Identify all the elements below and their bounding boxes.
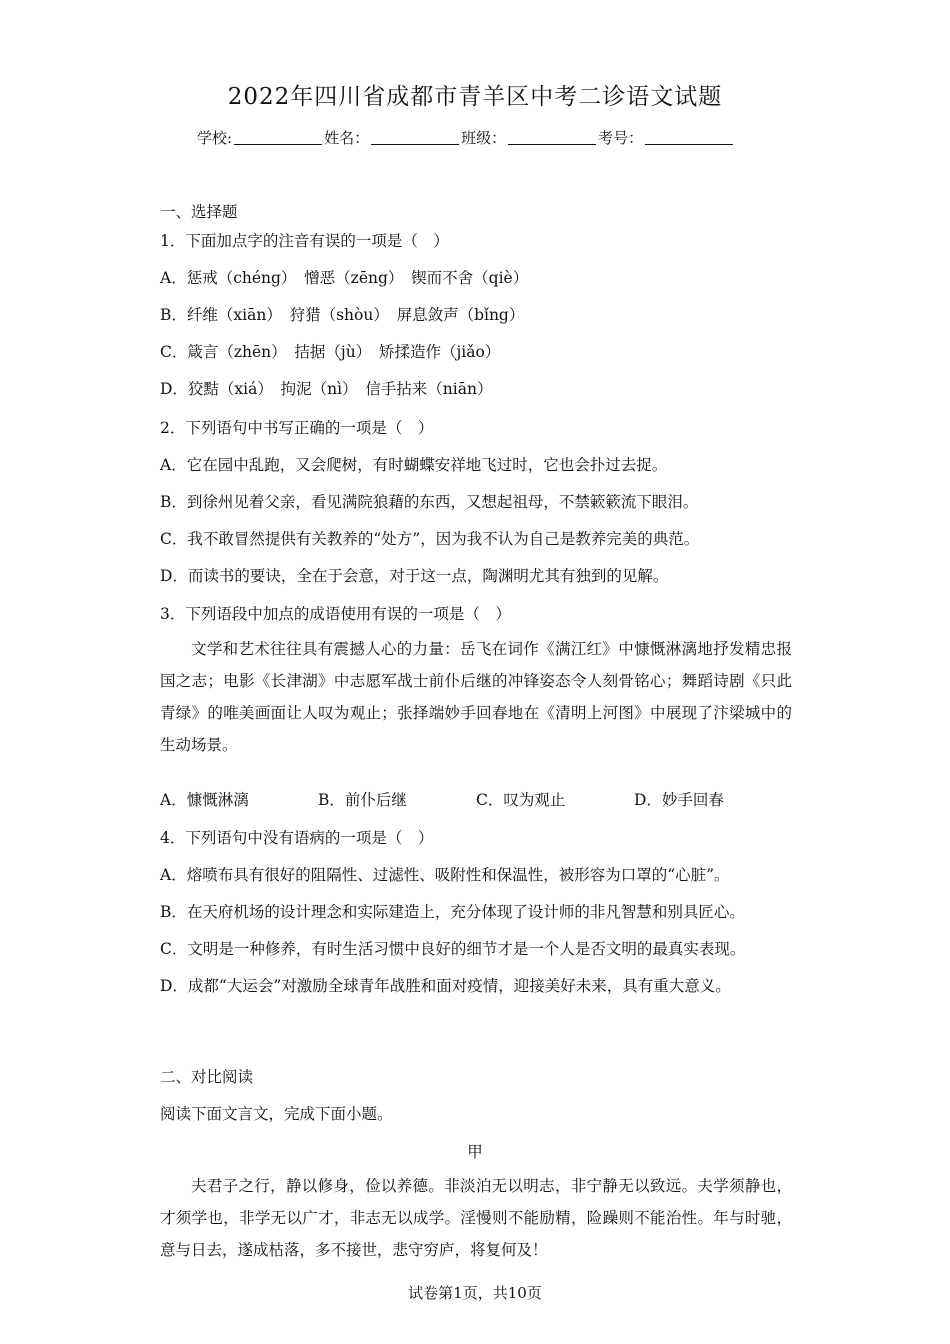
passage-label-jia: 甲 — [467, 1143, 483, 1161]
student-info-row — [197, 127, 735, 148]
name-field[interactable] — [324, 127, 461, 148]
q3-option-c: C．叹为观止 — [476, 791, 566, 809]
q4-option-c: C．文明是一种修养，有时生活习惯中良好的细节才是一个人是否文明的最真实表现。 — [160, 940, 746, 958]
q3-passage: 文学和艺术往往具有震撼人心的力量：岳飞在词作《满江红》中慷慨淋漓地抒发精忠报国之志；电影《长津湖》中志愿军战士前仆后继的冲锋姿态令人刻骨铭心；舞蹈诗剧《只此青绿》的唯美画面让人叹为观止；张择端妙手回春地在《清明上河图》中展现了汴梁城中的生动场景。 — [160, 640, 792, 754]
q2-option-a: A．它在园中乱跑，又会爬树，有时蝴蝶安祥地飞过时，它也会扑过去捉。 — [160, 456, 668, 474]
class-label: 班级： — [461, 129, 507, 147]
page-title: 2022年四川省成都市青羊区中考二诊语文试题 — [227, 84, 723, 110]
q3-option-d: D．妙手回春 — [634, 791, 724, 809]
name-blank — [371, 143, 459, 145]
class-field[interactable] — [461, 127, 598, 148]
q1-option-b: B．纤维（xiān） 狩猎（shòu） 屏息敛声（bǐng） — [160, 306, 525, 324]
q4-option-a: A．熔喷布具有很好的阻隔性、过滤性、吸附性和保温性，被形容为口罩的“心脏”。 — [160, 866, 730, 884]
q3-option-a: A．慷慨淋漓 — [160, 791, 249, 809]
q3-options — [160, 788, 792, 810]
q2-option-d: D．而读书的要诀，全在于会意，对于这一点，陶渊明尤其有独到的见解。 — [160, 567, 669, 585]
name-label: 姓名： — [324, 129, 370, 147]
q4-option-b: B．在天府机场的设计理念和实际建造上，充分体现了设计师的非凡智慧和别具匠心。 — [160, 903, 745, 921]
number-field[interactable] — [598, 127, 735, 148]
passage-jia-text: 夫君子之行，静以修身，俭以养德。非淡泊无以明志，非宁静无以致远。夫学须静也，才须学也，非学无以广才，非志无以成学。淫慢则不能励精，险躁则不能治性。年与时驰，意与日去，遂成枯落，多不接世，悲守穷庐，将复何及！ — [160, 1177, 792, 1259]
q3-stem: 3．下列语段中加点的成语使用有误的一项是（ ） — [160, 605, 511, 623]
reading-instruction: 阅读下面文言文，完成下面小题。 — [160, 1105, 393, 1123]
page-footer: 试卷第1页，共10页 — [408, 1284, 542, 1302]
section-heading-choice: 一、选择题 — [160, 203, 238, 221]
school-field[interactable] — [197, 127, 324, 148]
q1-option-c: C．箴言（zhēn） 拮据（jù） 矫揉造作（jiǎo） — [160, 343, 501, 361]
class-blank — [508, 143, 596, 145]
q4-stem: 4．下列语句中没有语病的一项是（ ） — [160, 829, 434, 847]
q1-option-d: D．狡黠（xiá） 拘泥（nì） 信手拈来（niān） — [160, 380, 493, 398]
q2-stem: 2．下列语句中书写正确的一项是（ ） — [160, 419, 434, 437]
school-blank — [234, 143, 322, 145]
q1-stem: 1．下面加点字的注音有误的一项是（ ） — [160, 232, 449, 250]
q2-option-c: C．我不敢冒然提供有关教养的“处方”，因为我不认为自己是教养完美的典范。 — [160, 530, 700, 548]
q3-option-b: B．前仆后继 — [318, 791, 407, 809]
number-label: 考号： — [598, 129, 644, 147]
q4-option-d: D．成都“大运会”对激励全球青年战胜和面对疫情，迎接美好未来，具有重大意义。 — [160, 977, 731, 995]
number-blank — [645, 143, 733, 145]
section-heading-reading: 二、对比阅读 — [160, 1068, 254, 1086]
school-label: 学校: — [197, 129, 233, 147]
q1-option-a: A．惩戒（chéng） 憎恶（zēng） 锲而不舍（qiè） — [160, 269, 529, 287]
q2-option-b: B．到徐州见着父亲，看见满院狼藉的东西，又想起祖母，不禁簌簌流下眼泪。 — [160, 493, 699, 511]
